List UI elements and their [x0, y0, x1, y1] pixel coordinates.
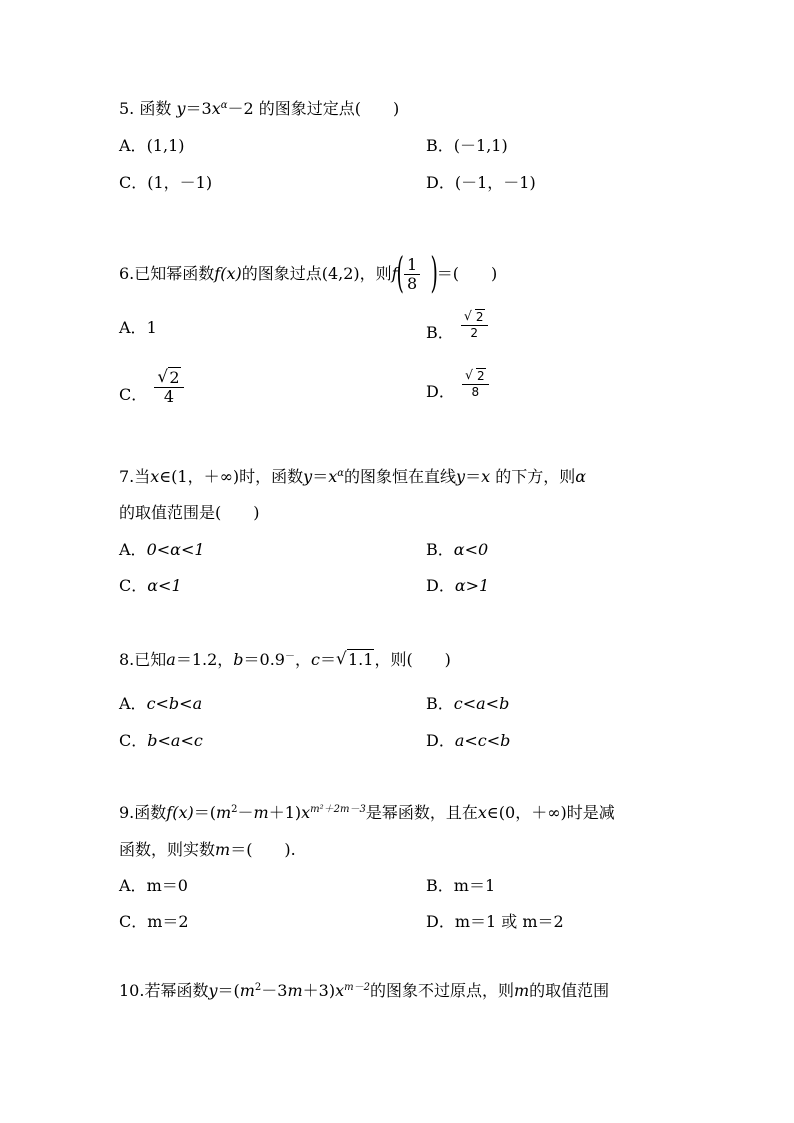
stem-text: 函数 — [139, 99, 172, 118]
option-label: B． — [426, 323, 454, 342]
fraction-numerator: 1 — [404, 256, 420, 275]
option-text: α>1 — [454, 576, 490, 595]
math-exponent: α — [337, 468, 345, 479]
left-paren: ( — [396, 247, 404, 297]
stem-text: ＝ — [465, 467, 482, 486]
math-var: m — [215, 803, 232, 822]
option-label: A． — [119, 318, 147, 337]
option-label: D． — [426, 912, 455, 931]
option-text: α<0 — [453, 540, 489, 559]
math-var: x — [481, 467, 491, 486]
stem-text: 的取值范围 — [529, 981, 610, 1000]
fraction-denominator: 8 — [406, 274, 418, 293]
option-label: A． — [119, 876, 147, 895]
sqrt: √ 2 — [157, 366, 180, 387]
option-text: m＝2 — [147, 912, 189, 931]
question-6-option-a — [119, 318, 157, 338]
question-9-option-b — [426, 876, 495, 896]
option-label: D． — [426, 731, 455, 750]
question-7-option-c — [119, 576, 182, 596]
math-expr: f(x) — [166, 803, 194, 822]
stem-text: 函数，则实数 — [119, 840, 216, 859]
right-paren: ) — [430, 247, 439, 297]
math-var: x — [477, 803, 487, 822]
question-10-stem: 10.若幂函数$y=(m^2-3m+3)x^{m-2}$的图象不过原点，则m的取值范围 — [119, 981, 610, 1000]
stem-text: 的下方，则 — [490, 467, 576, 486]
math-var: m — [287, 981, 303, 1000]
question-7-stem — [119, 467, 586, 487]
stem-text: 7.当 — [119, 467, 151, 486]
option-text: 0<α<1 — [146, 540, 205, 559]
math-var: m — [239, 981, 255, 1000]
stem-text: ＋1) — [268, 803, 302, 822]
math-var: y — [208, 981, 218, 1000]
math-expr: f(x) — [214, 264, 242, 283]
question-8-option-d — [426, 731, 510, 751]
option-label: C． — [119, 173, 148, 192]
question-7-option-b — [426, 540, 488, 560]
option-label: C． — [119, 912, 148, 931]
radical-sign-icon: √ — [335, 648, 347, 668]
math-var: m — [215, 840, 231, 859]
question-5-option-b — [426, 136, 508, 156]
radical-sign-icon: √ — [464, 367, 473, 382]
option-label: B． — [426, 694, 454, 713]
question-5-option-c — [119, 173, 212, 193]
question-6-option-d — [426, 367, 491, 408]
option-text: m＝1 或 m＝2 — [454, 912, 564, 931]
question-8-option-a — [119, 694, 202, 714]
stem-text: 10.若幂函数 — [119, 981, 209, 1000]
option-text: c<a<b — [453, 694, 510, 713]
option-label: B． — [426, 540, 454, 559]
question-5-option-a — [119, 136, 185, 156]
option-label: A． — [119, 540, 147, 559]
stem-text: ＝( — [193, 803, 216, 822]
math-var: x — [150, 467, 160, 486]
stem-text: － — [237, 803, 254, 822]
stem-text: 9.函数 — [119, 803, 167, 822]
stem-text: －3 — [261, 981, 288, 1000]
question-6-option-b — [426, 308, 490, 349]
question-9-stem: 9.函数$f(x)=(m^2-m+1)x^{m^2+2m-3}$是幂函数，且在x∈(0，＋∞)时是减 — [119, 803, 615, 822]
stem-text: ＝0.9 — [243, 650, 285, 669]
fraction — [404, 256, 420, 293]
question-8-option-b — [426, 694, 509, 714]
stem-text: ＝( ) — [436, 264, 498, 283]
stem-text: ∈(1，＋∞)时，函数 — [159, 467, 304, 486]
fraction-numerator — [154, 366, 183, 388]
math-var: m — [514, 981, 530, 1000]
stem-text: 的图象过点(4,2)，则 — [241, 264, 392, 283]
fraction-numerator — [461, 310, 488, 326]
math-var: x — [335, 981, 345, 1000]
math-var: α — [575, 467, 587, 486]
stem-text: ＝( — [217, 981, 240, 1000]
option-text: (1，－1) — [147, 173, 213, 192]
stem-text: ∈(0，＋∞)时是减 — [486, 803, 615, 822]
math-var: x — [211, 99, 221, 118]
radical-sign-icon: √ — [463, 308, 472, 323]
math-var: y — [456, 467, 466, 486]
math-var: f — [391, 264, 398, 283]
option-text: b<a<c — [147, 731, 203, 750]
stem-text: 6.已知幂函数 — [119, 264, 215, 283]
math-exponent: α — [220, 100, 228, 111]
fraction-denominator: 8 — [471, 385, 480, 399]
sqrt: √ 1.1 — [335, 648, 374, 669]
option-text: m＝0 — [146, 876, 188, 895]
option-label: C． — [119, 731, 148, 750]
math-var: x — [301, 803, 311, 822]
question-5-option-d — [426, 173, 536, 193]
stem-text: ＋3) — [302, 981, 336, 1000]
math-var: m — [253, 803, 269, 822]
sqrt: √ 2 — [464, 367, 485, 383]
question-8-stem — [119, 650, 451, 670]
question-9-option-a — [119, 876, 188, 896]
stem-text: ＝1.2， — [175, 650, 234, 669]
question-7-option-a — [119, 540, 205, 560]
question-number: 5. — [119, 99, 135, 118]
option-label: D． — [426, 173, 455, 192]
math-var: y — [176, 99, 186, 118]
math-var: b — [233, 650, 244, 669]
question-6-stem — [119, 247, 498, 297]
math-exponent: m²＋2m－3 — [310, 804, 366, 815]
option-label: C． — [119, 385, 148, 404]
option-text: 1 — [146, 318, 157, 337]
math-var: y — [303, 467, 313, 486]
stem-text: ＝ — [319, 650, 336, 669]
question-7-option-d — [426, 576, 489, 596]
question-7-stem-line-2: 的取值范围是( ) — [119, 503, 260, 522]
stem-text: ＝ — [312, 467, 329, 486]
fraction — [462, 369, 489, 400]
option-text: α<1 — [147, 576, 182, 595]
option-text: a<c<b — [454, 731, 511, 750]
option-text: (－1，－1) — [454, 173, 536, 192]
stem-text: 8.已知 — [119, 650, 167, 669]
fraction-numerator — [462, 369, 489, 385]
option-label: B． — [426, 876, 454, 895]
option-label: B． — [426, 136, 454, 155]
math-exponent: － — [284, 651, 295, 662]
stem-text: ＝( ). — [230, 840, 296, 859]
option-text: m＝1 — [453, 876, 496, 895]
question-9-stem-line-2 — [119, 840, 296, 860]
math-var: c — [311, 650, 320, 669]
stem-text: 的图象恒在直线 — [344, 467, 457, 486]
option-label: A． — [119, 136, 147, 155]
question-9-option-c — [119, 912, 189, 932]
stem-text: ＝3 — [185, 99, 212, 118]
fraction-denominator: 2 — [470, 326, 478, 340]
stem-text: －2 的图象过定点( ) — [227, 99, 400, 118]
question-9-option-d — [426, 912, 564, 932]
option-label: A． — [119, 694, 147, 713]
fraction — [461, 310, 488, 341]
option-label: C． — [119, 576, 148, 595]
fraction — [154, 366, 183, 406]
radical-sign-icon: √ — [157, 366, 169, 386]
option-label: D． — [426, 382, 455, 401]
question-8-option-c — [119, 731, 203, 751]
question-6-option-c — [119, 366, 186, 414]
option-text: c<b<a — [146, 694, 203, 713]
stem-text: 是幂函数，且在 — [365, 803, 478, 822]
math-var: x — [328, 467, 338, 486]
stem-text: ，则( ) — [374, 650, 451, 669]
stem-text: ， — [294, 650, 311, 669]
stem-text: 的图象不过原点，则 — [369, 981, 514, 1000]
fraction-denominator: 4 — [163, 387, 175, 406]
question-5-stem — [119, 99, 399, 119]
sqrt: √ 2 — [463, 308, 484, 324]
option-text: (1,1) — [146, 136, 185, 155]
option-text: (－1,1) — [453, 136, 508, 155]
option-label: D． — [426, 576, 455, 595]
math-exponent: m－2 — [344, 982, 370, 993]
math-var: a — [166, 650, 176, 669]
